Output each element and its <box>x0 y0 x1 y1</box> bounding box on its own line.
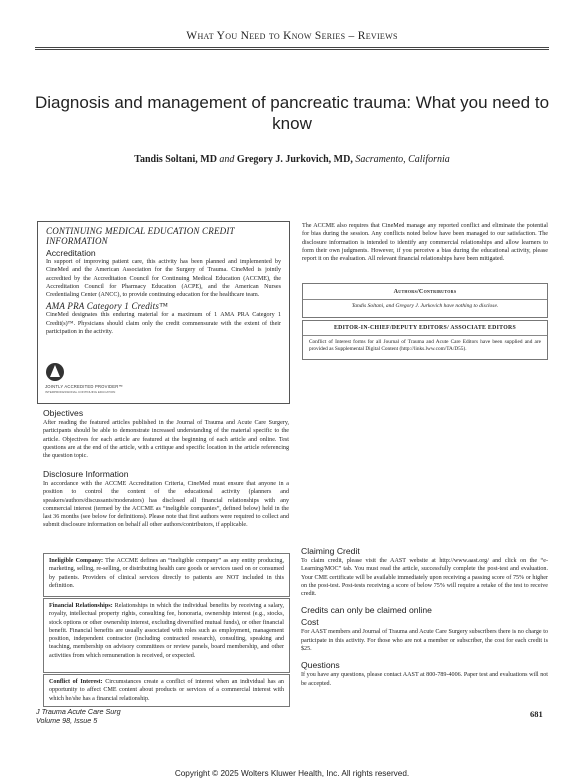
author-1: Tandis Soltani, MD <box>134 154 217 165</box>
cost-title: Cost <box>301 617 319 628</box>
online-only-title: Credits can only be claimed online <box>301 605 432 616</box>
cost-text: For AAST members and Journal of Trauma and Acute Care Surgery subscribers there is no charge to participate in this activity. For those who are not a member or subscriber, the cost for each credit is $25. <box>301 629 548 653</box>
accreditation-title: Accreditation <box>46 248 96 258</box>
conflict-of-interest-definition <box>49 678 284 703</box>
copyright-notice: Copyright © 2025 Wolters Kluwer Health, Inc. All rights reserved. <box>174 769 410 778</box>
header-rule-2 <box>35 49 549 50</box>
author-line <box>0 154 584 165</box>
editors-box <box>302 320 548 360</box>
disclosure-text: In accordance with the ACCME Accreditation Criteria, CineMed must ensure that anyone in a position to control the content of the educational activity (planners and speakers/authors/discussants/moderators) has disclosed all financial relationships with any commercial interest (termed by the ACCME as “ineligible companies”, defined below) held in the last 36 months (see below for definitions). Please note that first authors were required to collect and submit disclosure information on behalf all other authors/contributors, if applicable. <box>43 481 289 529</box>
claiming-credit-text: To claim credit, please visit the AAST website at http://www.aast.org/ and click on the “e-Learning/MOC” tab. You must read the article, successfully complete the post-test and evaluation. Your CME certificate will be available immediately upon receiving a passing score of 75% or higher on the post-test. Post-tests receiving a score of below 75% will require a retake of the test to receive credit. <box>301 558 548 598</box>
disclosure-section <box>43 469 289 530</box>
editors-note: Conflict of Interest forms for all Journal of Trauma and Acute Care Editors have been supplied and are provided as Supplemental Digital Content (http://links.lww.com/TA/D55). <box>309 339 541 352</box>
ineligible-company-text: The ACCME defines an “ineligible company” as any entity producing, marketing, selling, re-selling, or distributing health care goods or services used on or consumed by patients. Providers of clinical services directly to patients are NOT included in this definition. <box>49 558 284 589</box>
objectives-title: Objectives <box>43 408 84 418</box>
conflict-of-interest-box <box>43 674 290 707</box>
claiming-credit-title: Claiming Credit <box>301 546 360 556</box>
article-title: Diagnosis and management of pancreatic trauma: What you need to know <box>34 93 550 133</box>
conflict-of-interest-label: Conflict of Interest: <box>49 679 103 685</box>
ama-title: AMA PRA Category 1 Credits™ <box>46 301 169 312</box>
objectives-section <box>43 408 289 460</box>
author-conjunction: and <box>219 154 235 165</box>
objectives-text: After reading the featured articles published in the Journal of Trauma and Acute Care Surgery, participants should be able to demonstrate increased understanding of the material specific to the article. Objectives for each article are featured at the beginning of each article and online. Test questions are at the end of the article, with a critique and specific location in the article referencing the question topic. <box>43 420 289 460</box>
journal-citation <box>36 708 121 725</box>
authors-disclosure-note: Tandis Soltani, and Gregory J. Jurkovich have nothing to disclose. <box>351 303 499 309</box>
questions-title: Questions <box>301 660 340 671</box>
author-location: Sacramento, California <box>355 154 450 165</box>
ineligible-company-box <box>43 553 290 597</box>
editors-heading: EDITOR-IN-CHIEF/DEPUTY EDITORS/ ASSOCIATE EDITORS <box>333 325 517 331</box>
financial-relationships-definition <box>49 602 284 660</box>
ineligible-company-label: Ineligible Company: <box>49 558 104 564</box>
cme-heading: CONTINUING MEDICAL EDUCATION CREDIT INFORMATION <box>46 226 235 246</box>
acme-section <box>302 222 548 263</box>
journal-volume: Volume 98, Issue 5 <box>36 715 98 725</box>
journal-name: J Trauma Acute Care Surg <box>36 707 121 716</box>
header-rule <box>35 47 549 48</box>
jointly-accredited-logo <box>45 358 135 398</box>
acme-text: The ACCME also requires that CineMed manage any reported conflict and eliminate the potential for bias during the session. Any conflicts noted below have been managed to our satisfaction. The disclosure information is intended to identify any commercial relationships and allow learners to form their own judgments. However, if you perceive a bias during the educational activity, please report it on the evaluation. All relevant financial relationships have been mitigated. <box>302 223 548 263</box>
page-number: 681 <box>530 709 543 719</box>
questions-text: If you have any questions, please contact AAST at 800-789-4006. Paper test and evaluations will not be accepted. <box>301 672 548 687</box>
accreditation-text: In support of improving patient care, this activity has been planned and implemented by CineMed and the American Association for the Surgery of Trauma. CineMed is jointly accredited by the Accreditation Council for Continuing Medical Education (ACCME), the Accreditation Council for Pharmacy Education (ACPE), and the American Nurses Credentialing Center (ANCC), to provide continuing education for the healthcare team. <box>46 259 281 299</box>
financial-relationships-box <box>43 598 290 673</box>
conflict-of-interest-text: Circumstances create a conflict of interest when an individual has an opportunity to affect CME content about products or services of a commercial interest with which he/she has a financial relationship. <box>49 679 284 702</box>
disclosure-title: Disclosure Information <box>43 469 129 479</box>
author-2: Gregory J. Jurkovich, MD, <box>236 154 353 165</box>
authors-contributors-box <box>302 283 548 318</box>
series-header: What You Need to Know Series – Reviews <box>186 30 398 42</box>
financial-relationships-label: Financial Relationships: <box>49 603 113 609</box>
financial-relationships-text: Relationships in which the individual benefits by receiving a salary, royalty, intellectual property rights, consulting fee, honoraria, ownership interest (e.g., stocks, stock options or other ownership interest, excluding diversified mutual funds), or other financial benefit. Financial benefits are usually associated with roles such as employment, management position, independent contractor (including contracted research), consulting, speaking and teaching, membership on advisory committees or review panels, board membership, and other activities from which remuneration is received, or expected. <box>49 603 284 659</box>
claiming-credit-section <box>301 546 548 688</box>
ama-text: CineMed designates this enduring material for a maximum of 1 AMA PRA Category 1 Credit(s)™. Physicians should claim only the credit commensurate with the extent of their participation in the activity. <box>46 312 281 336</box>
logo-label: JOINTLY ACCREDITED PROVIDER™ <box>45 384 123 389</box>
authors-contributors-heading: Authors/Contributors <box>393 289 457 295</box>
ineligible-company-definition <box>49 557 284 590</box>
logo-sublabel: INTERPROFESSIONAL CONTINUING EDUCATION <box>45 390 116 394</box>
